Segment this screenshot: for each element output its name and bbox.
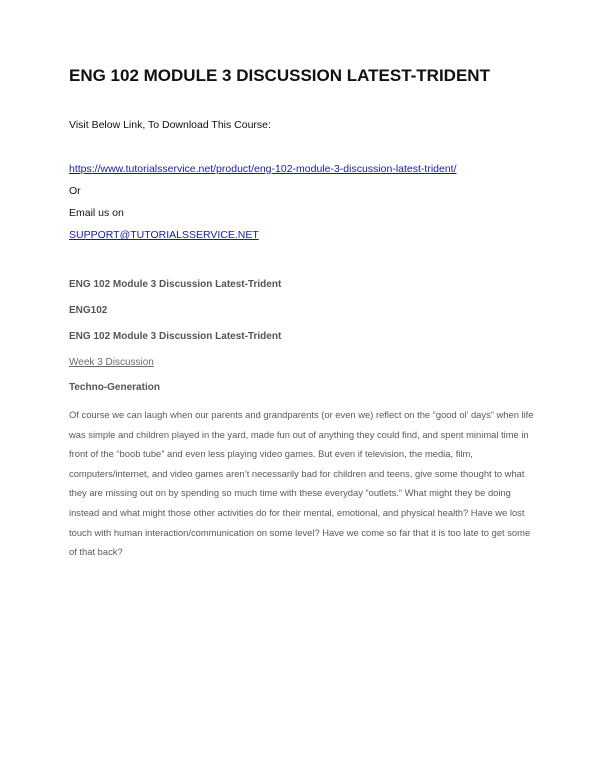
module-heading: ENG 102 Module 3 Discussion Latest-Trident — [69, 279, 282, 290]
visit-instruction: Visit Below Link, To Download This Course: — [69, 119, 271, 131]
email-label: Email us on — [69, 207, 124, 219]
page-title: ENG 102 MODULE 3 DISCUSSION LATEST-TRIDENT — [69, 66, 490, 85]
or-text: Or — [69, 185, 81, 197]
module-subheading: ENG 102 Module 3 Discussion Latest-Trident — [69, 331, 282, 342]
section-title: Techno-Generation — [69, 382, 160, 393]
week-discussion-link[interactable]: Week 3 Discussion — [69, 357, 154, 368]
discussion-paragraph: Of course we can laugh when our parents and grandparents (or even we) reflect on the “good ol’ days” when life was simple and children played in the yard, made fun out of anything they could find, and spent minimal time in front of the “boob tube” and even less playing video games. But even if television, the media, film, computers/internet, and video games aren’t necessarily bad for children and teens, give some thought to what they are missing out on by spending so much time with these everyday “outlets.” What might they be doing instead and what might those other activities do for their mental, emotional, and physical health? Have we lost touch with human interaction/communication on some level? Have we come so far that it is too late to get some of that back? — [69, 409, 534, 558]
support-email-link[interactable]: SUPPORT@TUTORIALSSERVICE.NET — [69, 229, 259, 241]
course-code: ENG102 — [69, 305, 108, 316]
course-download-link[interactable]: https://www.tutorialsservice.net/product/eng-102-module-3-discussion-latest-trident/ — [69, 163, 457, 175]
